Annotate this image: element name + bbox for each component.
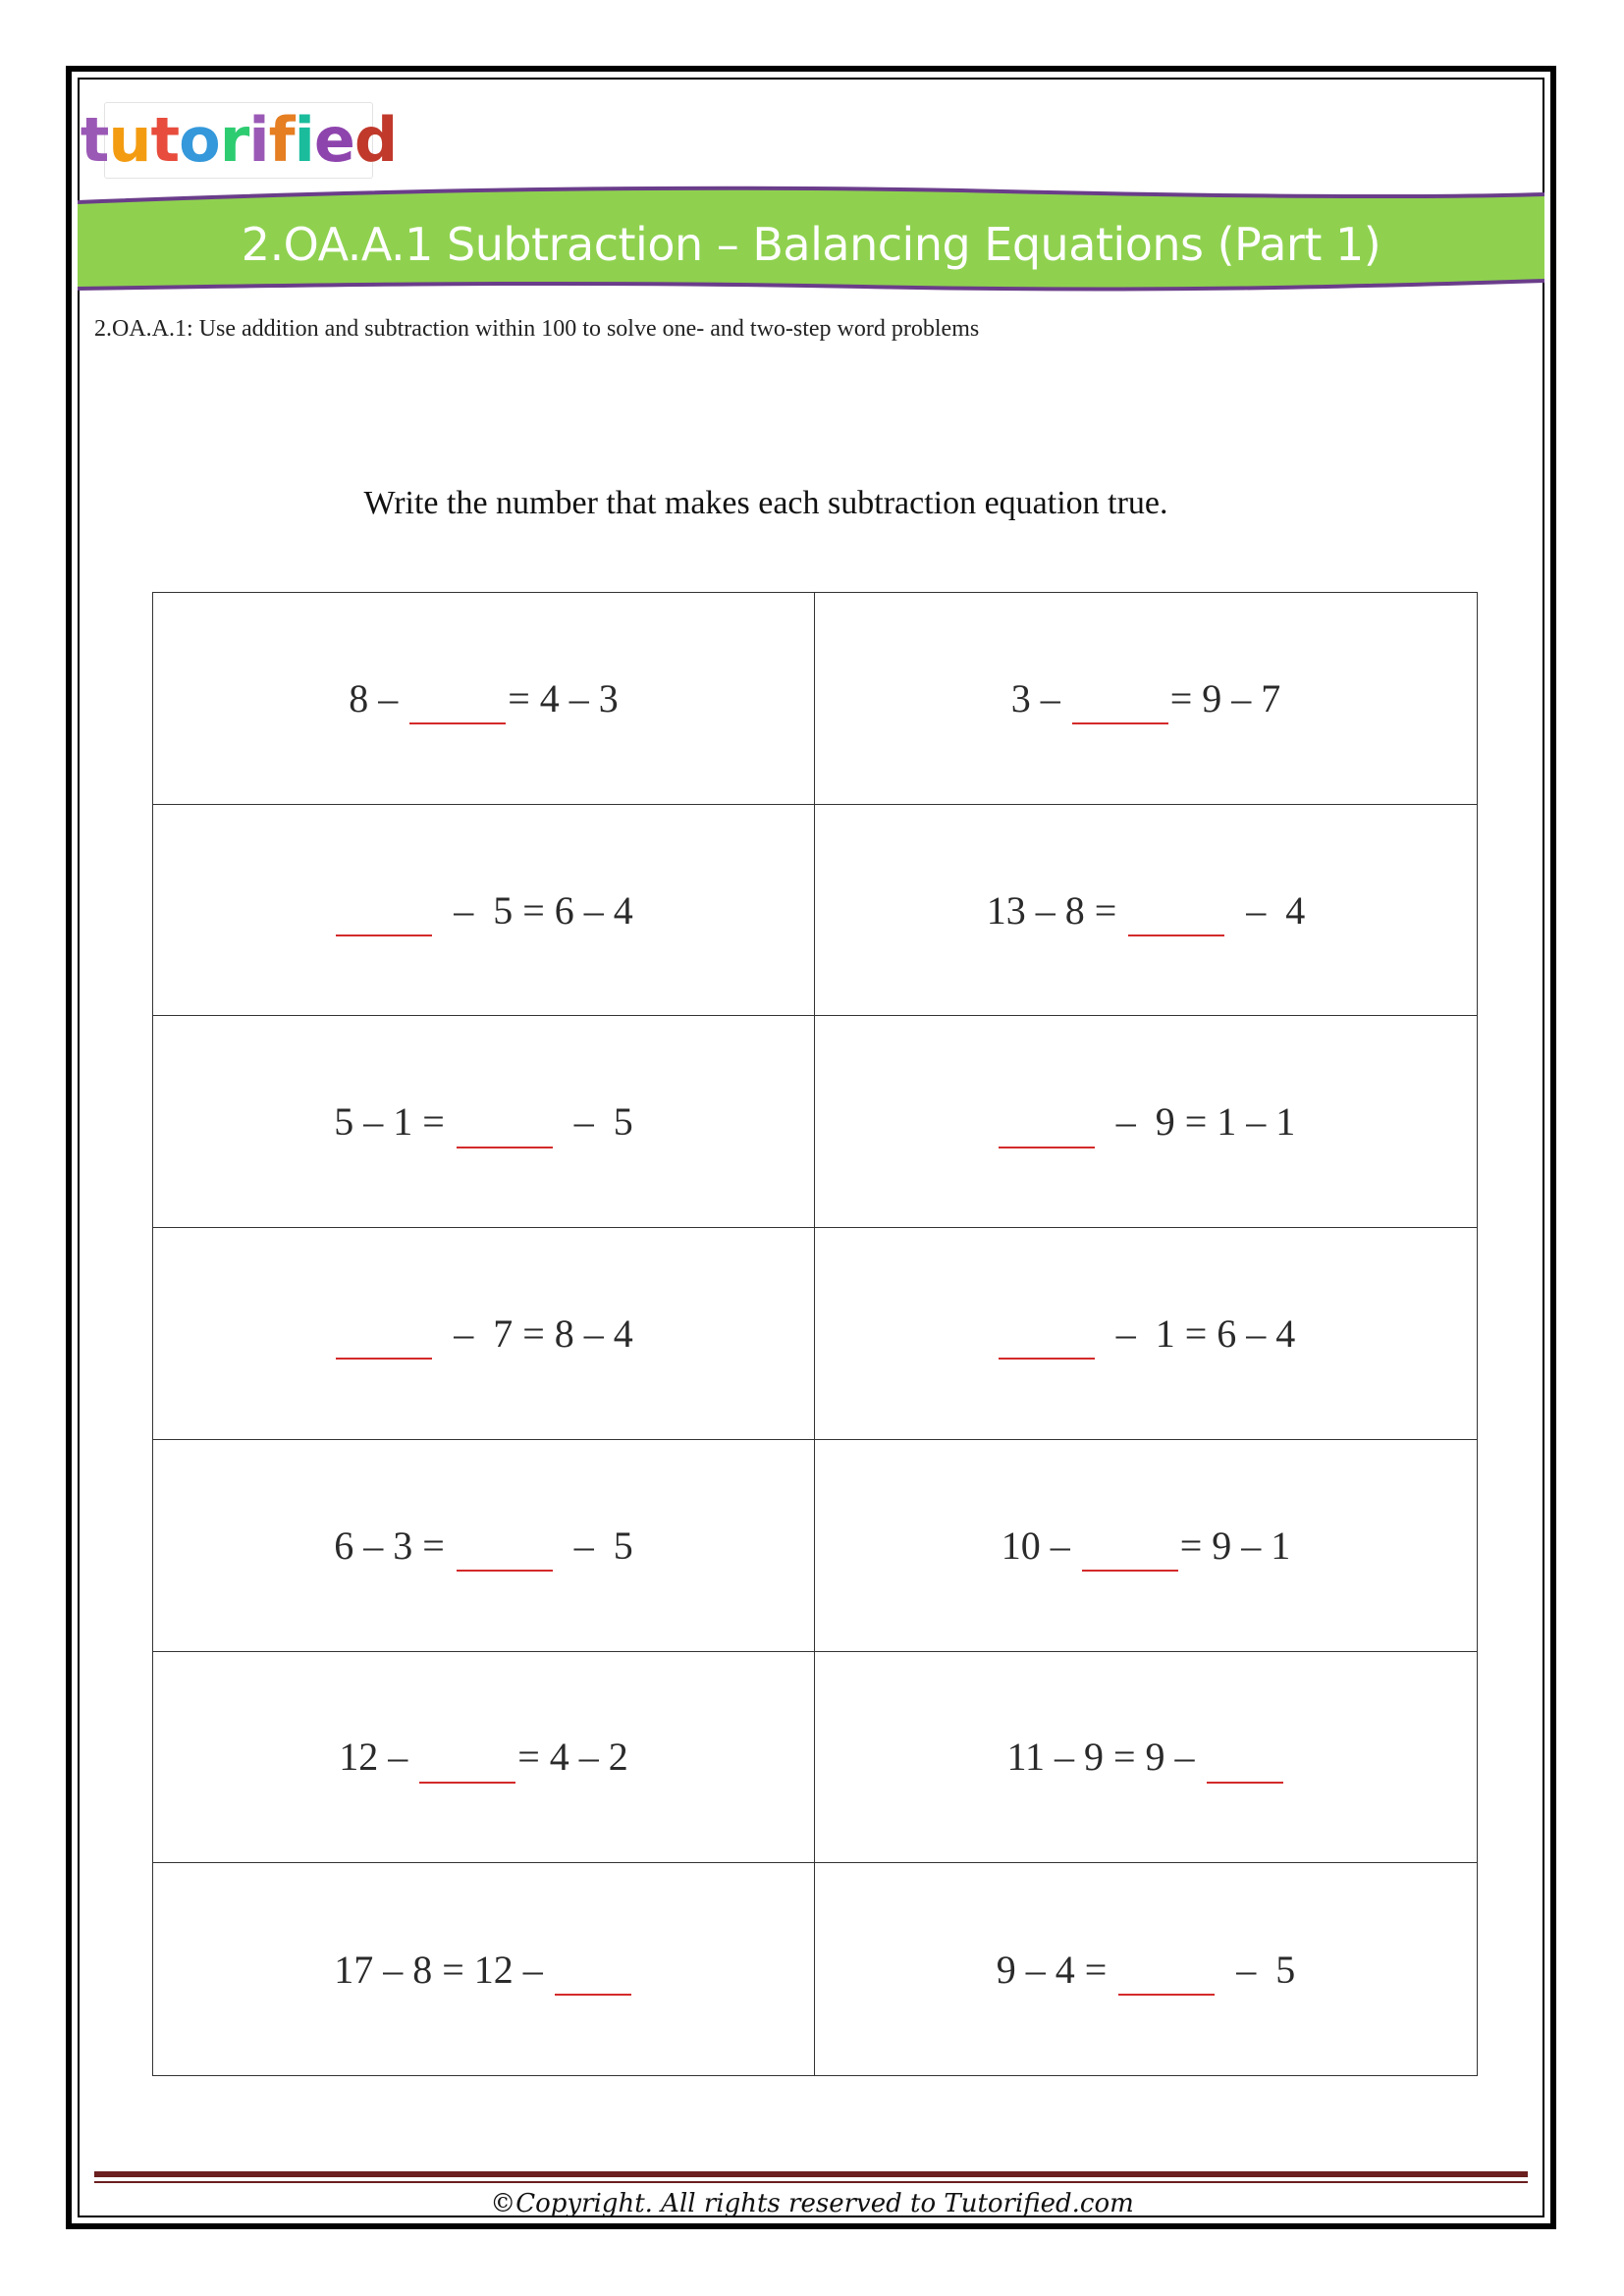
answer-blank[interactable] bbox=[457, 1526, 553, 1572]
standard-description: 2.OA.A.1: Use addition and subtraction within 100 to solve one- and two-step word problems bbox=[94, 316, 980, 342]
equation-text: 9 – 4 = bbox=[996, 1947, 1117, 1992]
tutorified-logo bbox=[80, 102, 398, 179]
logo-letter: t bbox=[150, 104, 180, 176]
equation-table bbox=[152, 592, 1478, 2076]
logo-letter: r bbox=[219, 104, 249, 176]
worksheet-title: 2.OA.A.1 Subtraction – Balancing Equations (Part 1) bbox=[241, 218, 1381, 271]
answer-blank[interactable] bbox=[999, 1103, 1095, 1148]
equation-cell bbox=[153, 1016, 815, 1228]
equation-text: 5 – 1 = bbox=[334, 1099, 455, 1145]
answer-blank[interactable] bbox=[1072, 679, 1168, 724]
equation-text: – 4 bbox=[1226, 887, 1306, 933]
answer-blank[interactable] bbox=[1207, 1738, 1283, 1784]
equation-text: – 5 bbox=[1217, 1947, 1296, 1992]
equation-cell bbox=[153, 1863, 815, 2075]
equation-cell bbox=[153, 1228, 815, 1440]
copyright-notice: ©Copyright. All rights reserved to Tutorified.com bbox=[490, 2189, 1134, 2218]
equation-text: 13 – 8 = bbox=[986, 887, 1127, 933]
equation-text: 6 – 3 = bbox=[334, 1522, 455, 1568]
equation-text: = 9 – 1 bbox=[1179, 1522, 1291, 1568]
equation-text: – 5 bbox=[554, 1099, 633, 1145]
logo-letter: f bbox=[268, 104, 295, 176]
equation-cell bbox=[153, 1440, 815, 1652]
instruction-text: Write the number that makes each subtraction equation true. bbox=[363, 485, 1168, 521]
answer-blank[interactable] bbox=[419, 1738, 515, 1784]
answer-blank[interactable] bbox=[555, 1950, 631, 1996]
equation-cell bbox=[153, 805, 815, 1017]
equation-cell bbox=[815, 593, 1477, 805]
equation-text: – 1 = 6 – 4 bbox=[1096, 1310, 1296, 1356]
equation-text: – 9 = 1 – 1 bbox=[1096, 1099, 1296, 1145]
equation-text: = 4 – 2 bbox=[517, 1735, 628, 1780]
answer-blank[interactable] bbox=[336, 1314, 432, 1360]
logo-letter: e bbox=[313, 104, 354, 176]
answer-blank[interactable] bbox=[1128, 891, 1224, 936]
equation-text: – 5 bbox=[554, 1522, 633, 1568]
equation-text: 3 – bbox=[1010, 675, 1070, 721]
equation-text: – 7 = 8 – 4 bbox=[434, 1310, 633, 1356]
logo-letter: i bbox=[248, 104, 269, 176]
equation-cell bbox=[815, 1016, 1477, 1228]
equation-cell bbox=[815, 1863, 1477, 2075]
answer-blank[interactable] bbox=[999, 1314, 1095, 1360]
logo-letter: o bbox=[179, 104, 220, 176]
logo-letter: u bbox=[108, 104, 151, 176]
equation-cell bbox=[815, 805, 1477, 1017]
equation-cell bbox=[153, 593, 815, 805]
answer-blank[interactable] bbox=[409, 679, 506, 724]
logo-letter: t bbox=[80, 104, 109, 176]
equation-text: = 4 – 3 bbox=[508, 675, 619, 721]
equation-text: 12 – bbox=[339, 1735, 418, 1780]
answer-blank[interactable] bbox=[1082, 1526, 1178, 1572]
answer-blank[interactable] bbox=[336, 891, 432, 936]
answer-blank[interactable] bbox=[1118, 1950, 1215, 1996]
equation-text: = 9 – 7 bbox=[1169, 675, 1281, 721]
equation-cell bbox=[153, 1652, 815, 1864]
logo-letter: i bbox=[294, 104, 314, 176]
equation-text: – 5 = 6 – 4 bbox=[434, 887, 633, 933]
footer-rule bbox=[94, 2171, 1528, 2177]
equation-text: 10 – bbox=[1001, 1522, 1080, 1568]
answer-blank[interactable] bbox=[457, 1103, 553, 1148]
equation-cell bbox=[815, 1228, 1477, 1440]
equation-text: 11 – 9 = 9 – bbox=[1006, 1735, 1205, 1780]
footer-rule-thin bbox=[94, 2181, 1528, 2183]
equation-text: 17 – 8 = 12 – bbox=[334, 1947, 553, 1992]
logo-letter: d bbox=[353, 104, 398, 176]
equation-text: 8 – bbox=[349, 675, 408, 721]
equation-cell bbox=[815, 1652, 1477, 1864]
equation-cell bbox=[815, 1440, 1477, 1652]
